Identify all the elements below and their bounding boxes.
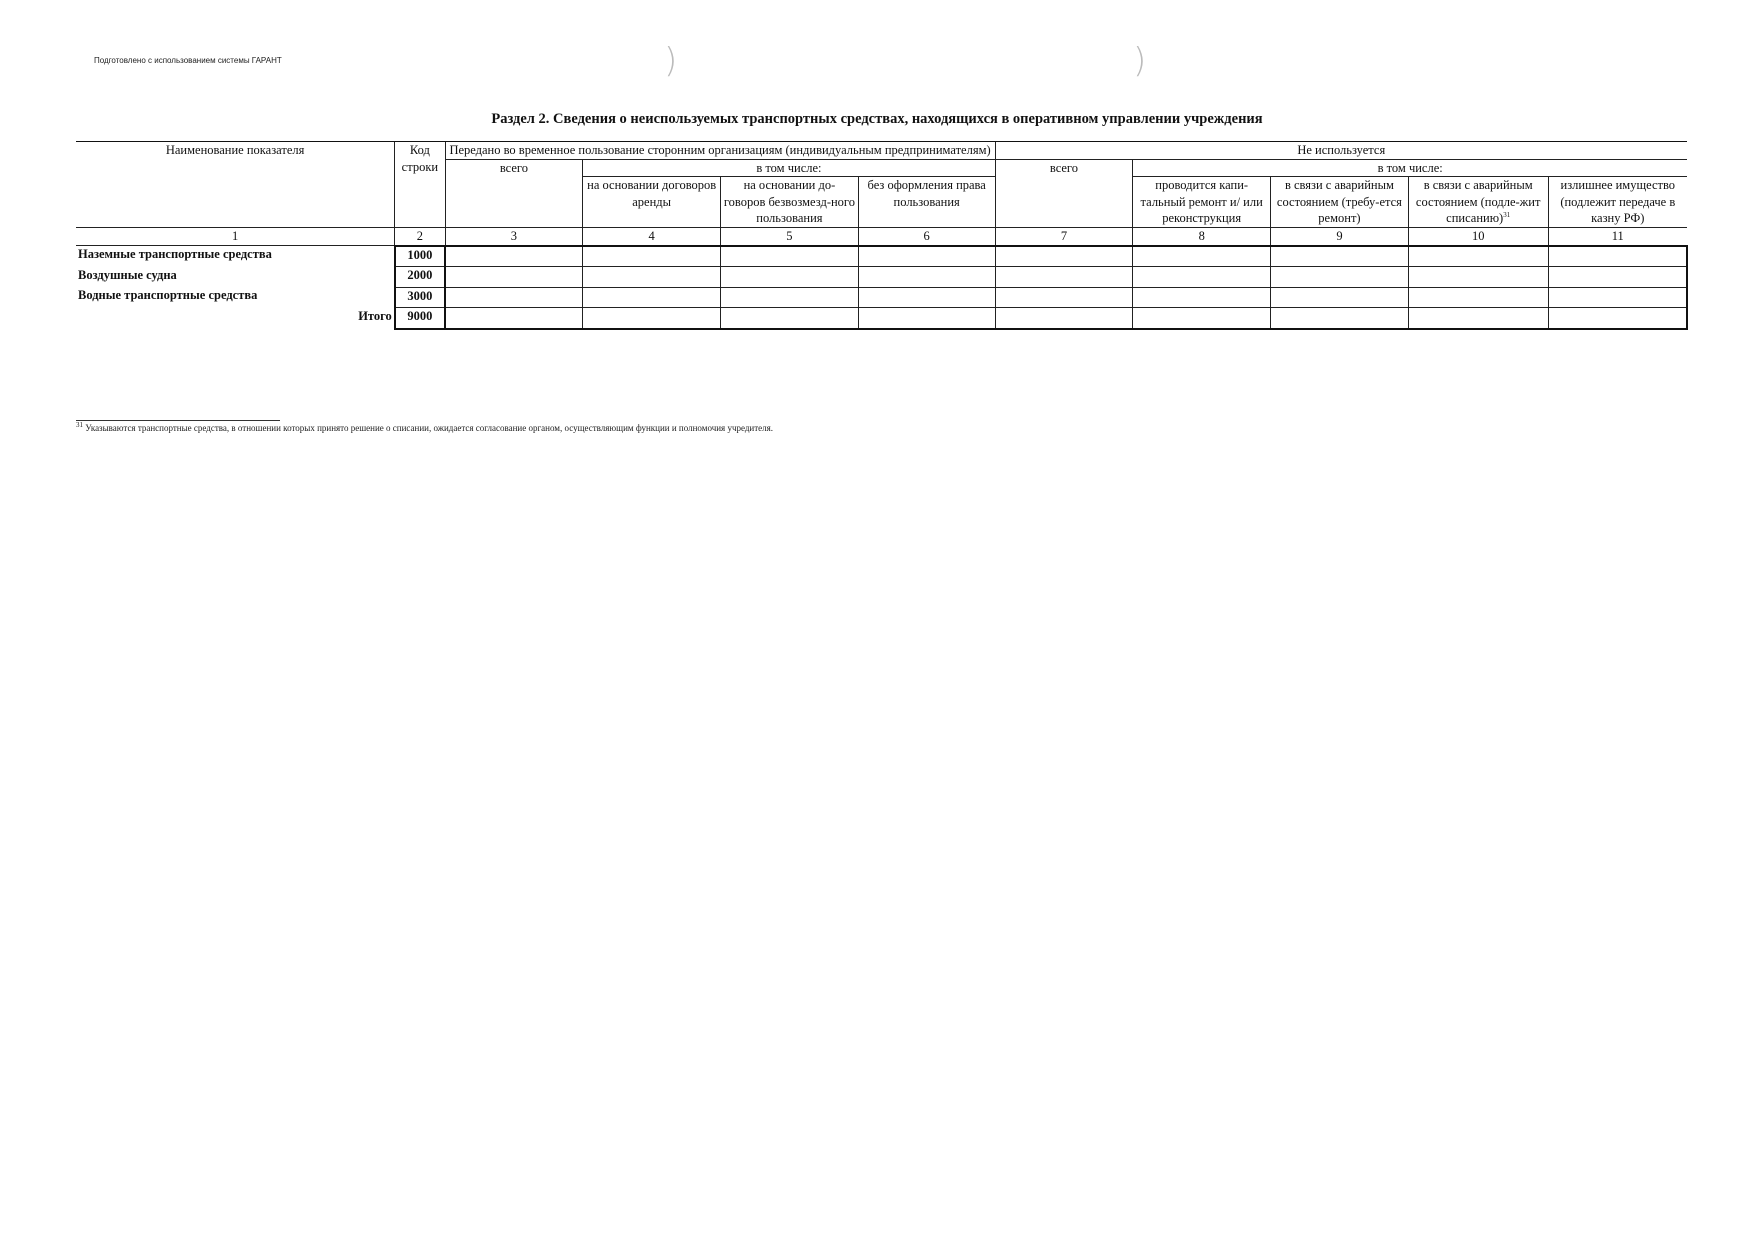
input-cell[interactable] <box>583 246 721 267</box>
input-cell[interactable] <box>721 246 859 267</box>
input-cell[interactable] <box>1408 267 1548 288</box>
table-row <box>76 287 1687 308</box>
input-cell[interactable] <box>858 308 995 329</box>
header-surplus: излишнее имущество (подлежит передаче в казну РФ) <box>1548 177 1687 228</box>
input-cell[interactable] <box>1133 267 1271 288</box>
column-number: 2 <box>395 227 445 246</box>
header-transferred-total: всего <box>445 159 583 227</box>
header-row-groups <box>76 142 1687 160</box>
input-cell[interactable] <box>721 308 859 329</box>
column-number: 11 <box>1548 227 1687 246</box>
column-number: 6 <box>858 227 995 246</box>
header-rent: на основании договоров аренды <box>583 177 721 228</box>
header-emergency-writeoff-label: в связи с аварийным состоянием (подле-жит списанию) <box>1415 178 1541 225</box>
header-transferred-including: в том числе: <box>583 159 995 177</box>
footnote-text: Указываются транспортные средства, в отношении которых принято решение о списании, ожидается согласование органом, осуществляющим функции и полномочия учредителя. <box>85 423 774 433</box>
input-cell[interactable] <box>995 287 1133 308</box>
input-cell[interactable] <box>1408 246 1548 267</box>
column-number: 8 <box>1133 227 1271 246</box>
input-cell[interactable] <box>1271 267 1409 288</box>
input-cell[interactable] <box>583 308 721 329</box>
footnote-separator <box>76 420 280 421</box>
header-unused-including: в том числе: <box>1133 159 1687 177</box>
input-cell[interactable] <box>858 287 995 308</box>
header-emergency-writeoff <box>1408 177 1548 228</box>
header-unused-group: Не используется <box>995 142 1687 160</box>
header-emergency-repair: в связи с аварийным состоянием (требу-ется ремонт) <box>1271 177 1409 228</box>
scan-artifact-bracket: ) <box>664 41 678 81</box>
input-cell[interactable] <box>445 246 583 267</box>
input-cell[interactable] <box>995 308 1133 329</box>
input-cell[interactable] <box>1271 246 1409 267</box>
row-code: 3000 <box>395 287 445 308</box>
column-number: 3 <box>445 227 583 246</box>
row-code: 2000 <box>395 267 445 288</box>
input-cell[interactable] <box>1408 287 1548 308</box>
input-cell[interactable] <box>1548 308 1687 329</box>
input-cell[interactable] <box>995 267 1133 288</box>
input-cell[interactable] <box>445 267 583 288</box>
header-no-formalization: без оформления права пользования <box>858 177 995 228</box>
header-capital-repair: проводится капи-тальный ремонт и/ или реконструкция <box>1133 177 1271 228</box>
input-cell[interactable] <box>1271 287 1409 308</box>
row-code: 9000 <box>395 308 445 329</box>
header-code: Код строки <box>395 142 445 228</box>
section-title: Раздел 2. Сведения о неиспользуемых транспортных средствах, находящихся в оперативном управлении учреждения <box>491 111 1263 127</box>
column-number: 10 <box>1408 227 1548 246</box>
scan-artifact-bracket: ) <box>1133 41 1147 81</box>
footnote <box>76 423 773 433</box>
header-unused-total: всего <box>995 159 1133 227</box>
column-number: 5 <box>721 227 859 246</box>
input-cell[interactable] <box>1548 267 1687 288</box>
input-cell[interactable] <box>721 287 859 308</box>
column-number-row <box>76 227 1687 246</box>
input-cell[interactable] <box>1133 287 1271 308</box>
input-cell[interactable] <box>858 267 995 288</box>
footnote-number: 31 <box>76 421 83 429</box>
input-cell[interactable] <box>858 246 995 267</box>
header-free-use: на основании до-говоров безвозмезд-ного пользования <box>721 177 859 228</box>
column-number: 9 <box>1271 227 1409 246</box>
input-cell[interactable] <box>1133 246 1271 267</box>
header-transferred-group: Передано во временное пользование сторонним организациям (индивидуальным предпринимателям) <box>445 142 995 160</box>
input-cell[interactable] <box>721 267 859 288</box>
table-row <box>76 246 1687 267</box>
input-cell[interactable] <box>445 308 583 329</box>
row-name: Воздушные судна <box>78 267 177 282</box>
header-name: Наименование показателя <box>76 142 395 228</box>
column-number: 1 <box>76 227 395 246</box>
input-cell[interactable] <box>1548 287 1687 308</box>
input-cell[interactable] <box>995 246 1133 267</box>
row-name: Водные транспортные средства <box>78 288 258 302</box>
input-cell[interactable] <box>1271 308 1409 329</box>
input-cell[interactable] <box>1548 246 1687 267</box>
input-cell[interactable] <box>583 287 721 308</box>
column-number: 7 <box>995 227 1133 246</box>
footnote-ref: 31 <box>1503 210 1511 219</box>
input-cell[interactable] <box>445 287 583 308</box>
table-row <box>76 267 1687 288</box>
column-number: 4 <box>583 227 721 246</box>
row-code: 1000 <box>395 246 445 267</box>
row-total-label: Итого <box>358 308 392 323</box>
table-row-total <box>76 308 1687 329</box>
input-cell[interactable] <box>1408 308 1548 329</box>
input-cell[interactable] <box>1133 308 1271 329</box>
row-name: Наземные транспортные средства <box>78 247 272 261</box>
vehicles-table <box>76 141 1688 330</box>
garant-note: Подготовлено с использованием системы ГАРАНТ <box>94 56 282 65</box>
input-cell[interactable] <box>583 267 721 288</box>
